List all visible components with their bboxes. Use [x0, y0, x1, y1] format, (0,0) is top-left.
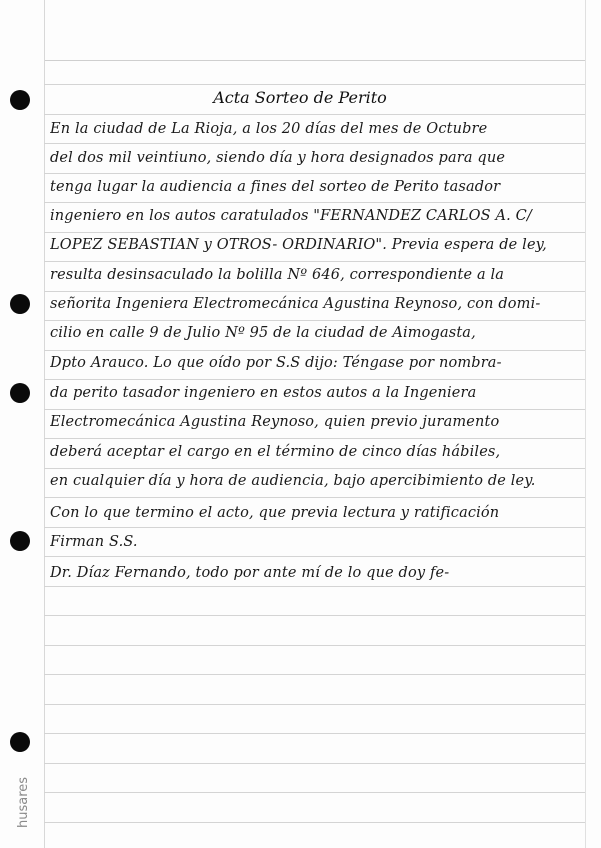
right-margin-line: [585, 0, 586, 848]
ruled-line: [44, 114, 585, 115]
ruled-line: [44, 704, 585, 705]
ruled-line: [44, 733, 585, 734]
ruled-line: [44, 143, 585, 144]
ruled-line: [44, 792, 585, 793]
ruled-line: [44, 615, 585, 616]
ruled-line: [44, 84, 585, 85]
binder-hole: [10, 383, 30, 403]
ruled-line: [44, 763, 585, 764]
text-line: cilio en calle 9 de Julio Nº 95 de la ciudad de Aimogasta,: [50, 325, 476, 341]
text-line: Dr. Díaz Fernando, todo por ante mí de lo que doy fe-: [50, 565, 450, 581]
text-line: da perito tasador ingeniero en estos autos a la Ingeniera: [50, 385, 477, 401]
header-box: [44, 0, 585, 61]
text-line: Con lo que termino el acto, que previa lectura y ratificación: [50, 505, 500, 521]
text-line: LOPEZ SEBASTIAN y OTROS- ORDINARIO". Previa espera de ley,: [50, 237, 547, 253]
text-line: resulta desinsaculado la bolilla Nº 646, correspondiente a la: [50, 267, 505, 283]
ruled-line: [44, 822, 585, 823]
ruled-line: [44, 556, 585, 557]
ruled-line: [44, 674, 585, 675]
stamp-text: husares: [16, 776, 31, 828]
text-line: Electromecánica Agustina Reynoso, quien previo juramento: [50, 414, 500, 430]
text-line: Firman S.S.: [50, 534, 138, 550]
text-line: Dpto Arauco. Lo que oído por S.S dijo: Téngase por nombra-: [50, 355, 502, 371]
binder-hole: [10, 732, 30, 752]
margin-line: [44, 0, 45, 848]
binder-hole: [10, 294, 30, 314]
text-line: del dos mil veintiuno, siendo día y hora designados para que: [50, 150, 506, 166]
binder-hole: [10, 90, 30, 110]
binder-hole: [10, 531, 30, 551]
ruled-line: [44, 497, 585, 498]
text-line: En la ciudad de La Rioja, a los 20 días del mes de Octubre: [50, 121, 488, 137]
text-line: tenga lugar la audiencia a fines del sorteo de Perito tasador: [50, 179, 501, 195]
text-line: deberá aceptar el cargo en el término de cinco días hábiles,: [50, 444, 501, 460]
text-line: señorita Ingeniera Electromecánica Agustina Reynoso, con domi-: [50, 296, 541, 312]
margin-stamp: [14, 770, 38, 830]
ruled-line: [44, 527, 585, 528]
text-line: ingeniero en los autos caratulados "FERNANDEZ CARLOS A. C/: [50, 208, 532, 224]
ruled-line: [44, 645, 585, 646]
text-line: en cualquier día y hora de audiencia, bajo apercibimiento de ley.: [50, 473, 536, 489]
document-title: Acta Sorteo de Perito: [213, 88, 387, 107]
ruled-line: [44, 586, 585, 587]
